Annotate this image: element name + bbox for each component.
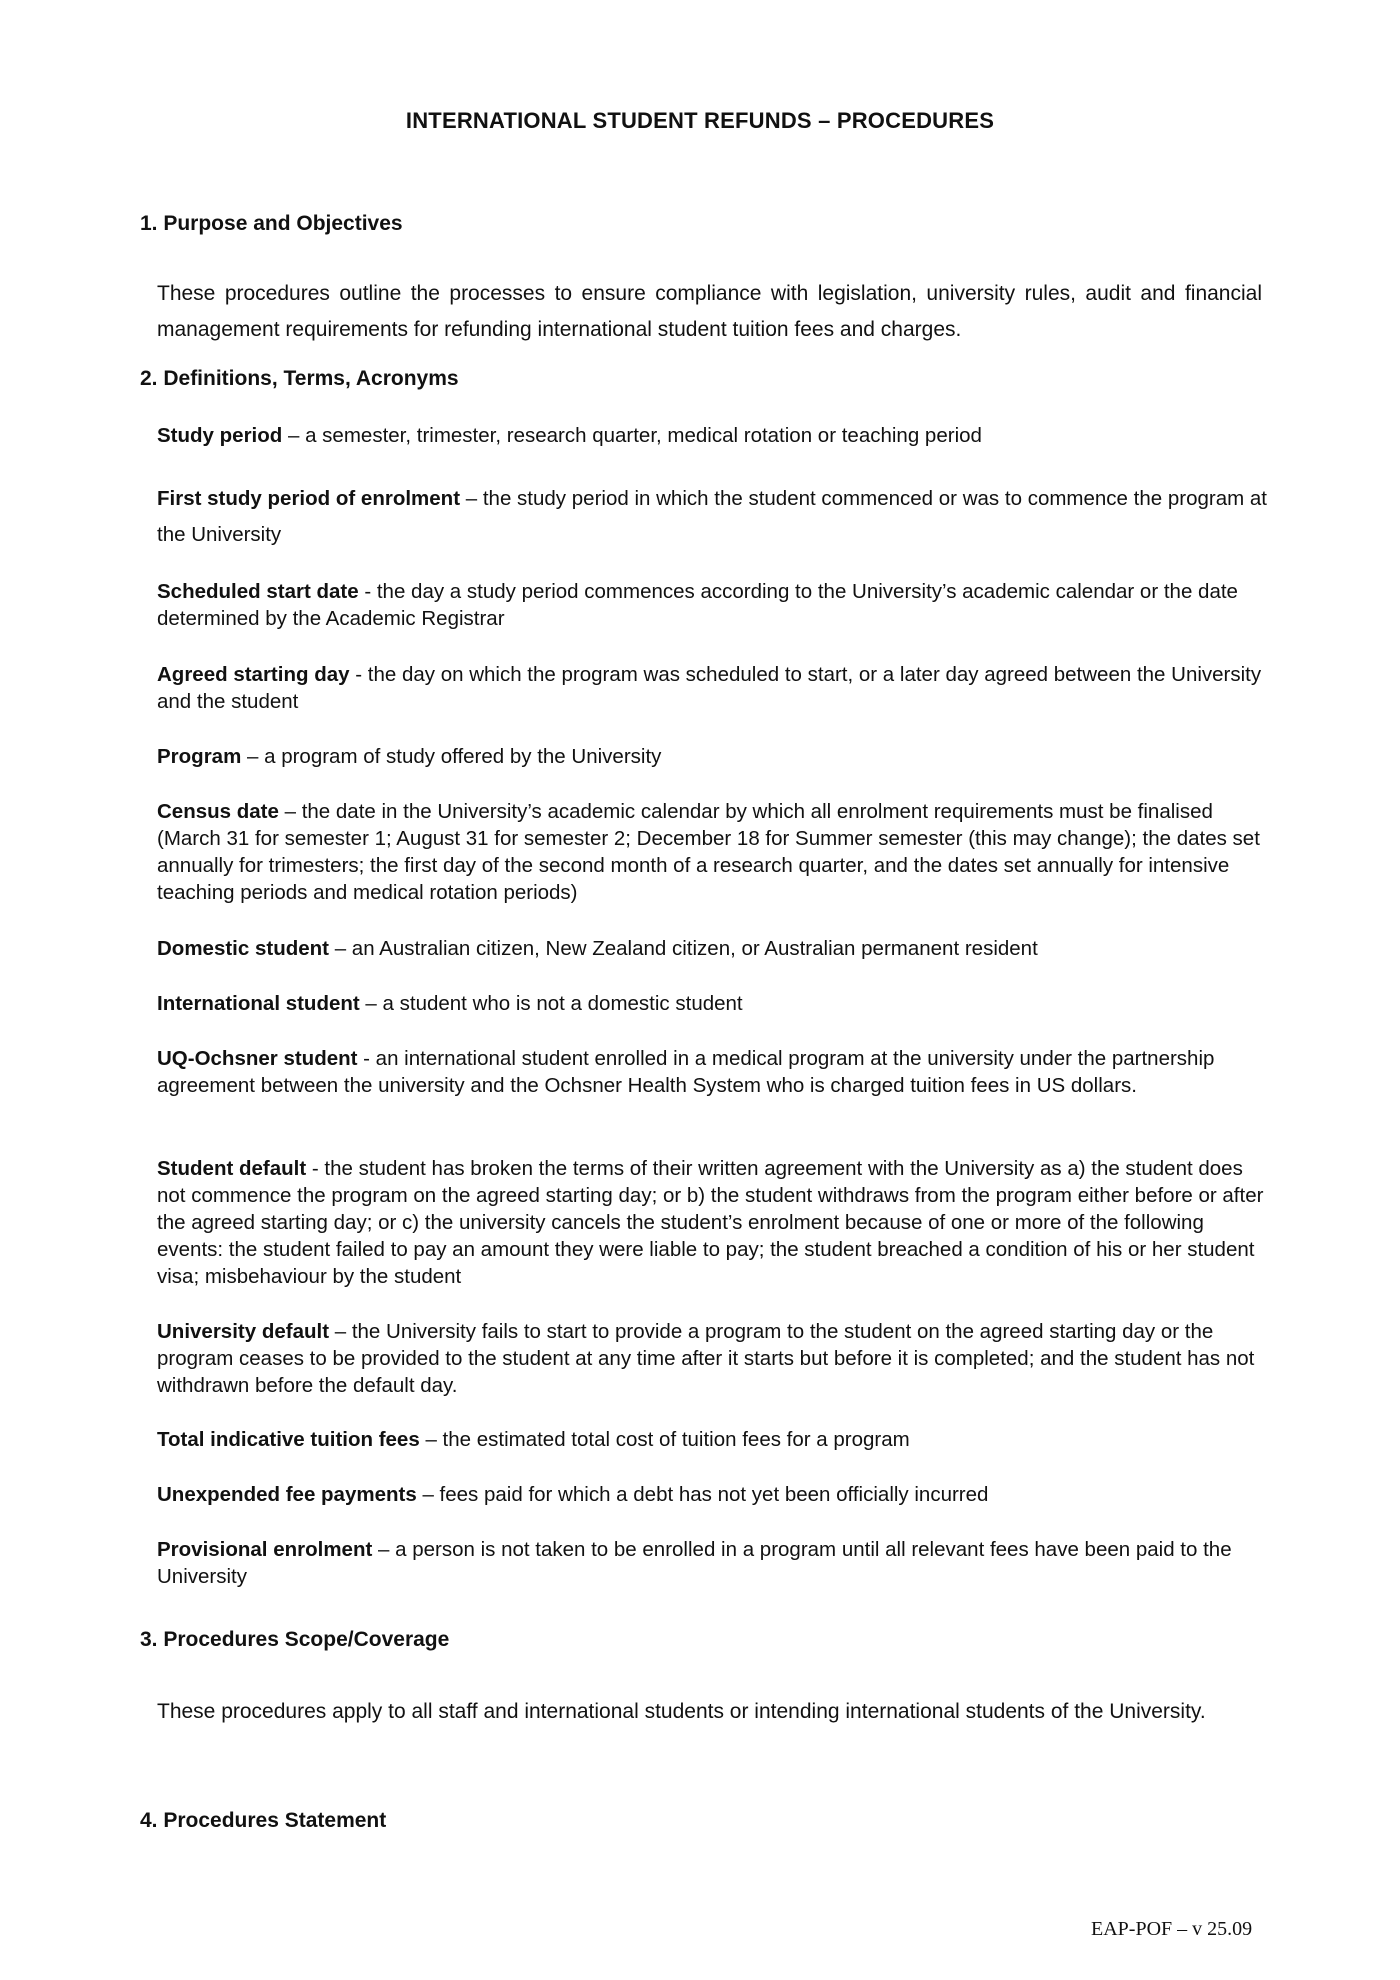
definition-term: UQ-Ochsner student bbox=[157, 1047, 358, 1070]
definition-term: Total indicative tuition fees bbox=[157, 1428, 420, 1451]
section-1-body: These procedures outline the processes to ensure compliance with legislation, university rules, audit and financial management requirements for refunding international student tuition fees and charges. bbox=[157, 282, 1262, 341]
definition-term: University default bbox=[157, 1320, 330, 1343]
definition-term: Student default bbox=[157, 1157, 307, 1180]
definition-university-default bbox=[157, 1318, 1267, 1399]
definition-term: Scheduled start date bbox=[157, 580, 359, 603]
definition-text: – the University fails to start to provide a program to the student on the agreed starting day or the program ceases to be provided to the student at any time after it starts but before it is completed; and the student has not withdrawn before the default day. bbox=[157, 1320, 1255, 1397]
definition-term: Unexpended fee payments bbox=[157, 1483, 417, 1506]
definition-text: – a student who is not a domestic student bbox=[359, 992, 743, 1015]
definition-term: First study period of enrolment bbox=[157, 487, 461, 510]
definition-term: Provisional enrolment bbox=[157, 1538, 373, 1561]
definition-program bbox=[157, 743, 1267, 770]
document-version-footer: EAP-POF – v 25.09 bbox=[1091, 1918, 1253, 1940]
definition-unexpended-fee-payments bbox=[157, 1481, 1267, 1508]
definition-term: Agreed starting day bbox=[157, 663, 350, 686]
definition-term: Study period bbox=[157, 424, 283, 447]
definition-international-student bbox=[157, 990, 1267, 1017]
definition-domestic-student bbox=[157, 935, 1267, 962]
definition-term: Domestic student bbox=[157, 937, 329, 960]
definition-total-indicative-tuition-fees bbox=[157, 1426, 1267, 1453]
definition-text: – a semester, trimester, research quarter, medical rotation or teaching period bbox=[282, 424, 982, 447]
section-2-heading: 2. Definitions, Terms, Acronyms bbox=[140, 367, 459, 390]
document-title: INTERNATIONAL STUDENT REFUNDS – PROCEDURES bbox=[405, 108, 995, 133]
definition-study-period bbox=[157, 422, 1267, 449]
definition-text: – the date in the University’s academic calendar by which all enrolment requirements must be finalised (March 31 for semester 1; August 31 for semester 2; December 18 for Summer semester (this may change); the dates set annually for trimesters; the first day of the second month of a research quarter, and the dates set annually for intensive teaching periods and medical rotation periods) bbox=[157, 800, 1260, 904]
definition-text: – the estimated total cost of tuition fees for a program bbox=[419, 1428, 910, 1451]
definition-provisional-enrolment bbox=[157, 1536, 1267, 1590]
definition-text: - an international student enrolled in a medical program at the university under the partnership agreement between the university and the Ochsner Health System who is charged tuition fees in US dollars. bbox=[157, 1047, 1215, 1097]
definition-first-study-period bbox=[157, 481, 1267, 553]
definition-text: – a program of study offered by the University bbox=[241, 745, 662, 768]
definition-text: – fees paid for which a debt has not yet been officially incurred bbox=[416, 1483, 989, 1506]
definition-term: Program bbox=[157, 745, 242, 768]
definition-agreed-starting-day bbox=[157, 661, 1267, 715]
definition-text: – the study period in which the student commenced or was to commence the program at the University bbox=[157, 487, 1268, 546]
definition-term: Census date bbox=[157, 800, 279, 823]
definition-text: – an Australian citizen, New Zealand citizen, or Australian permanent resident bbox=[329, 937, 1038, 960]
definition-text: - the day on which the program was scheduled to start, or a later day agreed between the University and the student bbox=[157, 663, 1262, 713]
section-3-body: These procedures apply to all staff and international students or intending international students of the University. bbox=[157, 1700, 1206, 1723]
definition-student-default bbox=[157, 1155, 1267, 1290]
definition-text: – a person is not taken to be enrolled in a program until all relevant fees have been paid to the University bbox=[157, 1538, 1232, 1588]
section-1-heading: 1. Purpose and Objectives bbox=[140, 212, 403, 235]
definition-census-date bbox=[157, 798, 1267, 906]
definition-term: International student bbox=[157, 992, 360, 1015]
section-3-heading: 3. Procedures Scope/Coverage bbox=[140, 1628, 450, 1651]
definition-text: - the student has broken the terms of their written agreement with the University as a) the student does not commence the program on the agreed starting day; or b) the student withdraws from the program either before or after the agreed starting day; or c) the university cancels the student’s enrolment because of one or more of the following events: the student failed to pay an amount they were liable to pay; the student breached a condition of his or her student visa; misbehaviour by the student bbox=[157, 1157, 1264, 1288]
definition-text: - the day a study period commences according to the University’s academic calendar or the date determined by the Academic Registrar bbox=[157, 580, 1238, 630]
definition-uq-ochsner-student bbox=[157, 1045, 1267, 1099]
definition-scheduled-start-date bbox=[157, 578, 1267, 632]
section-4-heading: 4. Procedures Statement bbox=[140, 1809, 387, 1832]
